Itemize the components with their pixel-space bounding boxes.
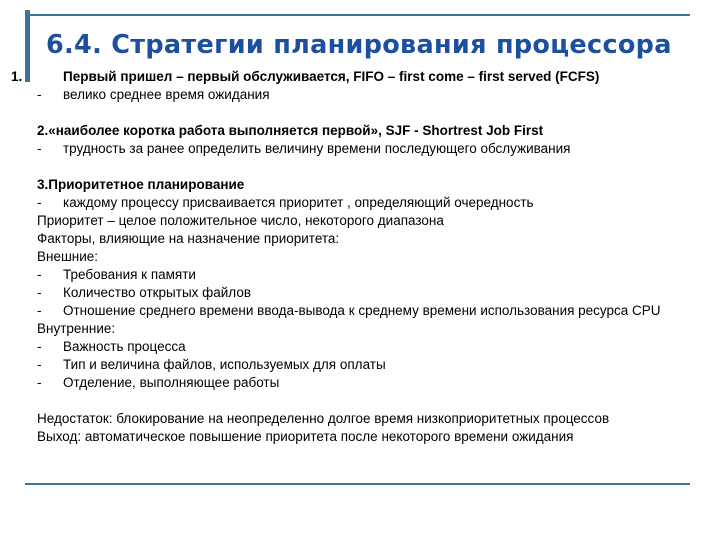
section3-bullet-1 [37, 194, 687, 212]
section1-heading [11, 68, 687, 86]
section1-bullet-1 [37, 86, 687, 104]
list-item-text: Отделение, выполняющее работы [63, 375, 280, 390]
slide-title: 6.4. Стратегии планирования процессора [46, 30, 672, 60]
bullet-dash: - [37, 303, 42, 318]
priority-definition: Приоритет – целое положительное число, некоторого диапазона [37, 213, 444, 228]
bullet-dash: - [37, 339, 42, 354]
list-item-text: Требования к памяти [63, 267, 196, 282]
bullet-dash: - [37, 375, 42, 390]
bullet-dash: - [37, 141, 42, 156]
spacer [37, 158, 687, 176]
external-factor-3 [37, 302, 687, 320]
section2-heading: 2.«наиболее коротка работа выполняется первой», SJF - Shortrest Job First [37, 123, 544, 138]
top-rule [25, 14, 690, 16]
bullet-dash: - [37, 87, 42, 102]
section1-number: 1. [11, 69, 23, 84]
spacer [37, 392, 687, 410]
list-item-text: велико среднее время ожидания [63, 87, 270, 102]
internal-factor-3 [37, 374, 687, 392]
spacer [37, 104, 687, 122]
internal-factor-1 [37, 338, 687, 356]
list-item-text: каждому процессу присваивается приоритет , определяющий очередность [63, 195, 534, 210]
bullet-dash: - [37, 285, 42, 300]
section3-heading: 3.Приоритетное планирование [37, 177, 245, 192]
bottom-rule [25, 483, 690, 485]
title-accent-bar [25, 10, 30, 82]
section2-bullet-1 [37, 140, 687, 158]
section1-heading-text: Первый пришел – первый обслуживается, FIFO – first come – first served (FCFS) [63, 69, 600, 84]
internal-factor-2 [37, 356, 687, 374]
drawback-text: Недостаток: блокирование на неопределенно долгое время низкоприоритетных процессов [37, 411, 610, 426]
bullet-dash: - [37, 357, 42, 372]
solution-text: Выход: автоматическое повышение приоритета после некоторого времени ожидания [37, 429, 574, 444]
external-factor-2 [37, 284, 687, 302]
slide-body [11, 68, 687, 446]
external-factors-label: Внешние: [37, 249, 99, 264]
list-item-text: Тип и величина файлов, используемых для оплаты [63, 357, 386, 372]
list-item-text: Отношение среднего времени ввода-вывода к среднему времени использования ресурса CPU [63, 303, 661, 318]
priority-factors-label: Факторы, влияющие на назначение приоритета: [37, 231, 340, 246]
internal-factors-label: Внутренние: [37, 321, 116, 336]
list-item-text: Важность процесса [63, 339, 186, 354]
bullet-dash: - [37, 195, 42, 210]
list-item-text: трудность за ранее определить величину времени последующего обслуживания [63, 141, 571, 156]
list-item-text: Количество открытых файлов [63, 285, 252, 300]
bullet-dash: - [37, 267, 42, 282]
external-factor-1 [37, 266, 687, 284]
